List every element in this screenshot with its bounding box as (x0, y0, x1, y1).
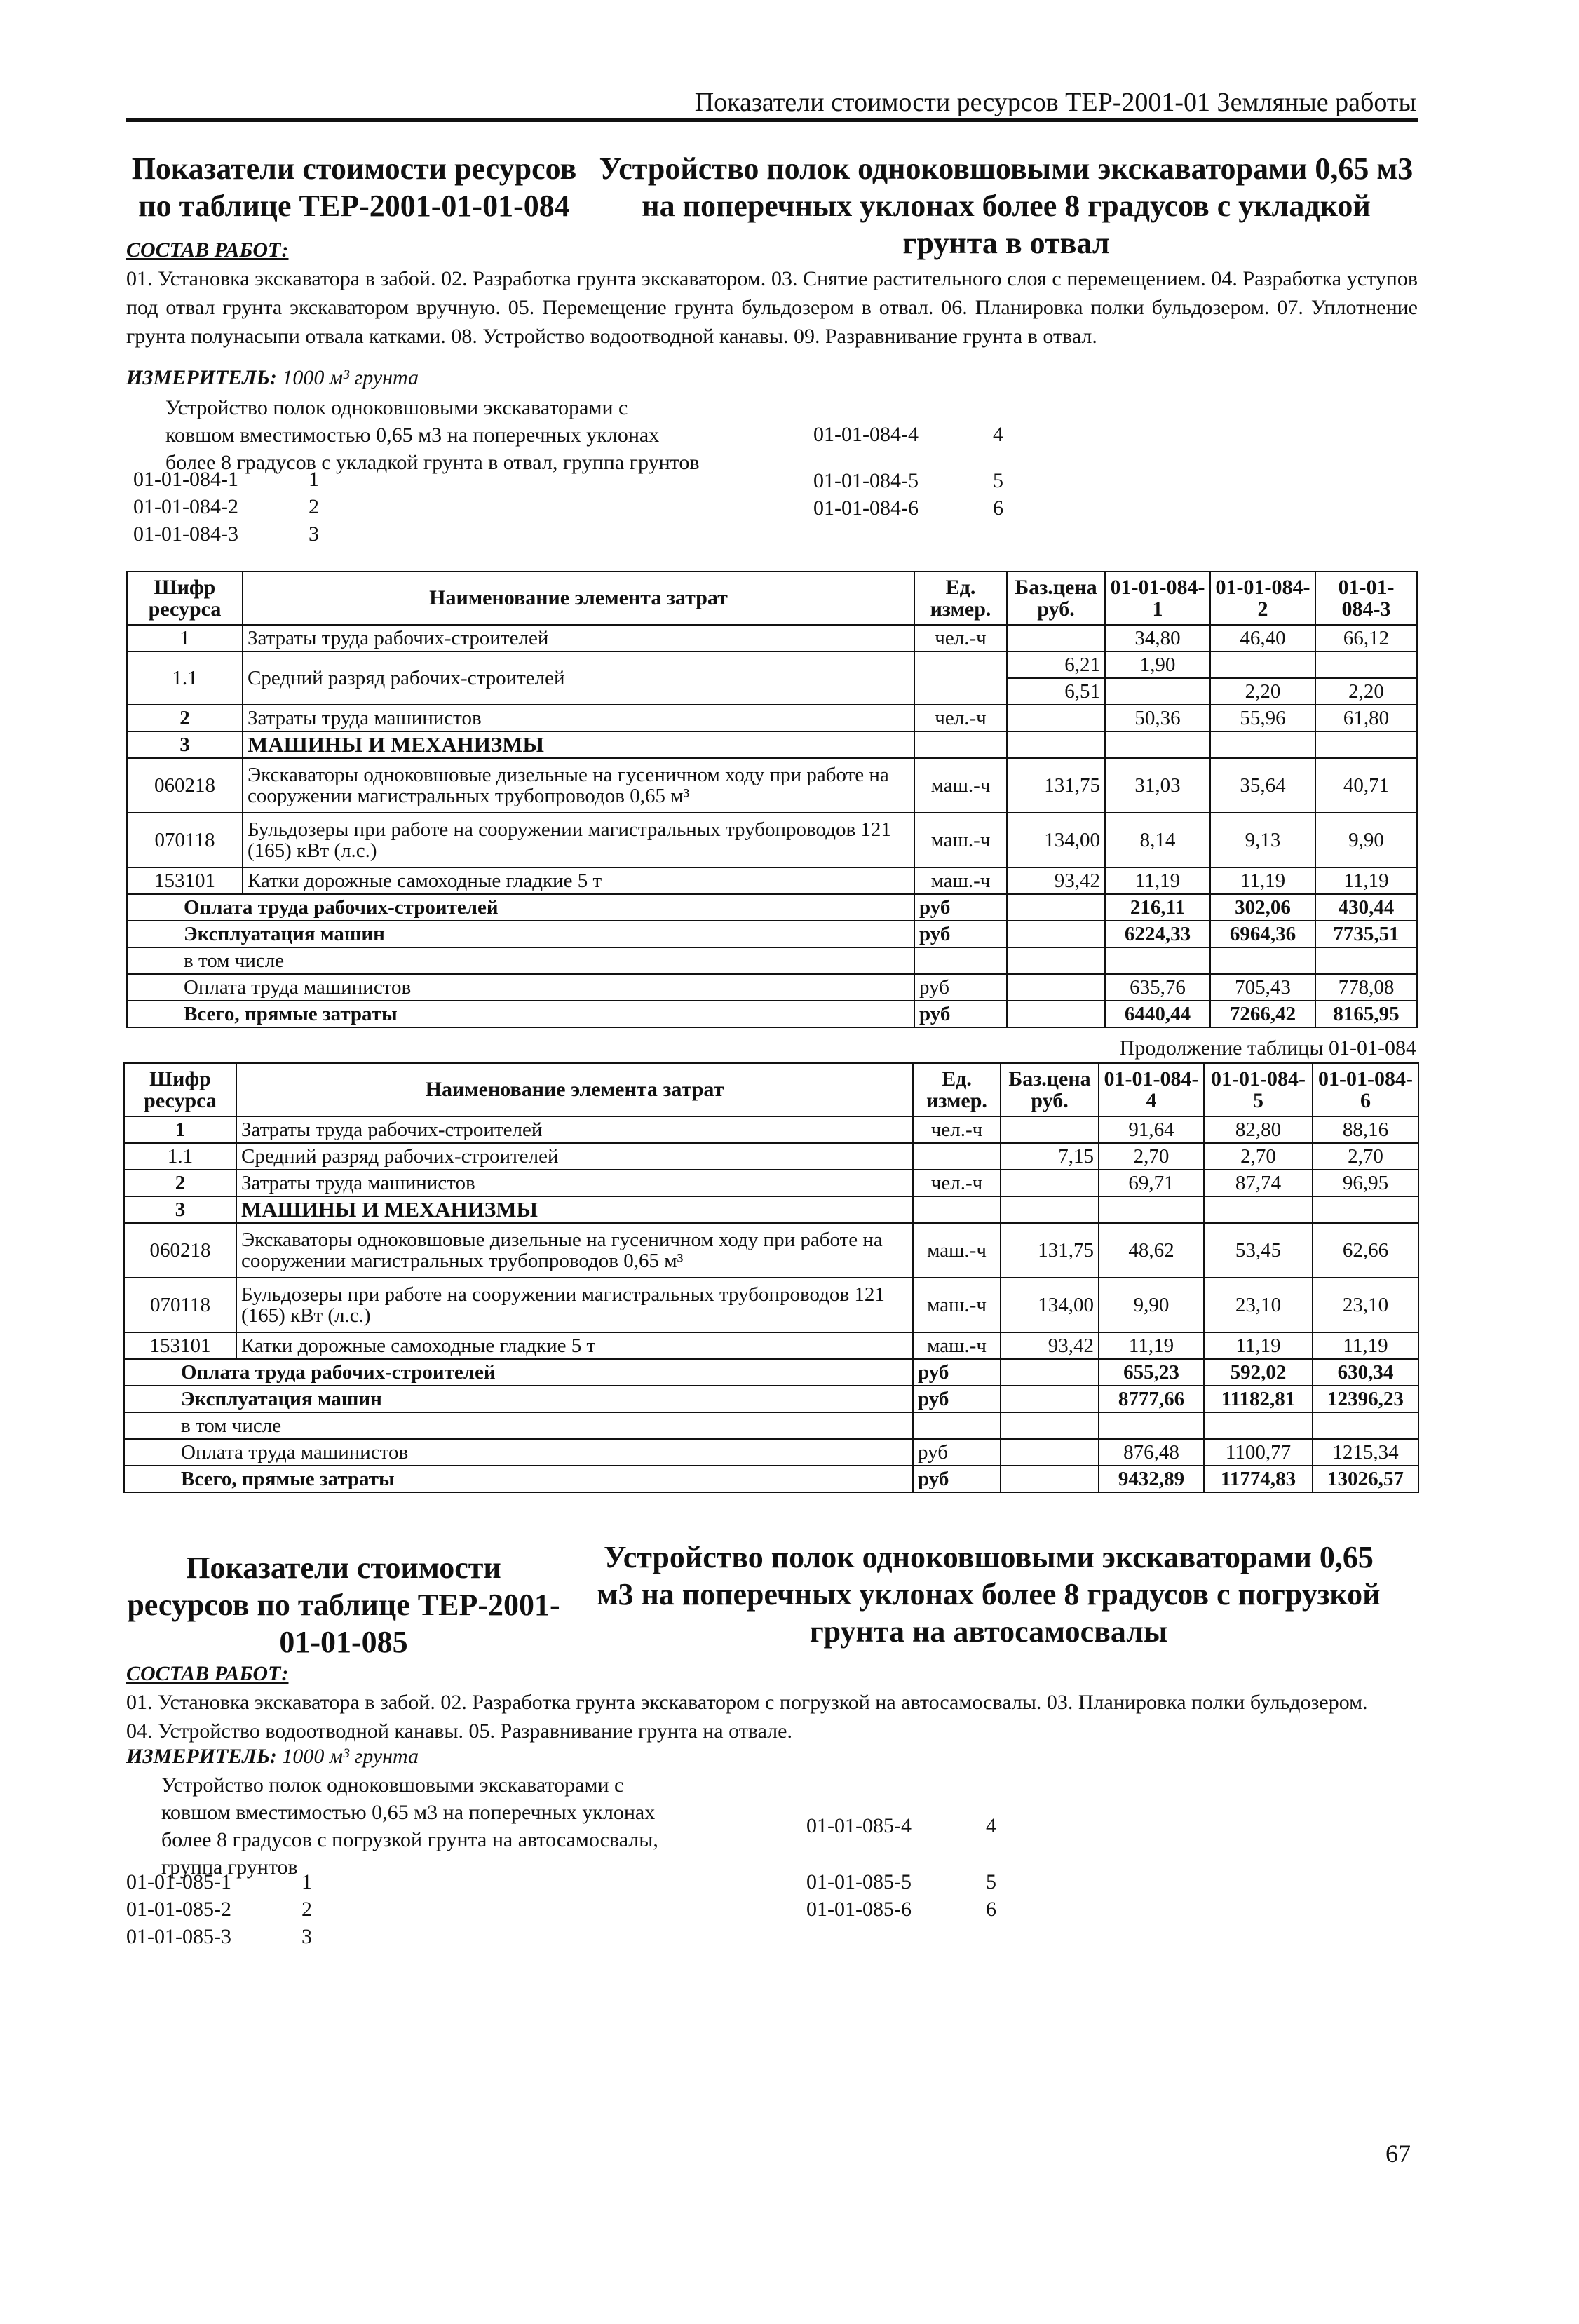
cell (1007, 705, 1105, 731)
th-col: 01-01-084-1 (1105, 572, 1210, 625)
cell: 216,11 (1105, 894, 1210, 921)
code-num: 2 (309, 495, 319, 518)
cell: 070118 (127, 813, 243, 867)
cell: руб (914, 894, 1007, 921)
cell: маш.-ч (913, 1223, 1001, 1278)
cell: 2 (124, 1170, 236, 1196)
cell: 060218 (124, 1223, 236, 1278)
cell: Оплата труда рабочих-строителей (124, 1359, 913, 1386)
cell: 592,02 (1204, 1359, 1313, 1386)
cell: 50,36 (1105, 705, 1210, 731)
cell: 1 (127, 625, 243, 651)
table-row (127, 651, 1417, 678)
th-col: 01-01-084-6 (1313, 1063, 1418, 1116)
cell: 11774,83 (1204, 1466, 1313, 1492)
code: 01-01-084-6 (813, 496, 919, 520)
code-num: 2 (301, 1898, 312, 1921)
cost-table-084-4-6 (123, 1062, 1419, 1493)
table-row (124, 1143, 1418, 1170)
cell: 2,70 (1204, 1143, 1313, 1170)
code: 01-01-084-2 (133, 495, 238, 518)
cell: 40,71 (1315, 758, 1417, 813)
cell: 9,90 (1099, 1278, 1204, 1332)
cell: 1,90 (1105, 651, 1210, 678)
cell: 48,62 (1099, 1223, 1204, 1278)
code: 01-01-085-4 (806, 1814, 912, 1837)
cell: Эксплуатация машин (124, 1386, 913, 1412)
cell (1315, 651, 1417, 678)
code-num: 5 (993, 469, 1003, 492)
cell: 96,95 (1313, 1170, 1418, 1196)
cell: 35,64 (1210, 758, 1315, 813)
table-row (124, 1116, 1418, 1143)
cell: Эксплуатация машин (127, 921, 914, 947)
cell: Оплата труда машинистов (124, 1439, 913, 1466)
cell: 3 (127, 731, 243, 758)
cell: чел.-ч (913, 1116, 1001, 1143)
cell: 778,08 (1315, 974, 1417, 1001)
cell: 82,80 (1204, 1116, 1313, 1143)
cell: 070118 (124, 1278, 236, 1332)
measure-value: 1000 м³ грунта (282, 1745, 419, 1768)
section2-left-title: Показатели стоимости ресурсов по таблице ТЕР-2001-01-01-085 (127, 1551, 560, 1659)
cell: маш.-ч (913, 1332, 1001, 1359)
cell: руб (914, 974, 1007, 1001)
code-num: 1 (301, 1870, 312, 1893)
cell (1210, 651, 1315, 678)
descr-line: Устройство полок одноковшовыми экскаваторами с (161, 1774, 624, 1797)
cell: Экскаваторы одноковшовые дизельные на гусеничном ходу при работе на сооружении магистральных трубопроводов 0,65 м³ (243, 758, 914, 813)
code-num: 3 (309, 522, 319, 546)
cell: 2,20 (1315, 678, 1417, 705)
cell: 34,80 (1105, 625, 1210, 651)
th-name: Наименование элемента затрат (243, 572, 914, 625)
cell: 87,74 (1204, 1170, 1313, 1196)
section1-codes-left (133, 466, 319, 548)
cell: 302,06 (1210, 894, 1315, 921)
table-row (124, 1359, 1418, 1386)
cell: 131,75 (1001, 1223, 1099, 1278)
th-code: Шифр ресурса (124, 1063, 236, 1116)
cell: Затраты труда рабочих-строителей (236, 1116, 913, 1143)
th-price: Баз.цена руб. (1001, 1063, 1099, 1116)
cell: 1100,77 (1204, 1439, 1313, 1466)
cell: 8,14 (1105, 813, 1210, 867)
cell: 8777,66 (1099, 1386, 1204, 1412)
cell: 9,90 (1315, 813, 1417, 867)
cell: 23,10 (1204, 1278, 1313, 1332)
cell: 6,21 (1007, 651, 1105, 678)
cell: 2,70 (1313, 1143, 1418, 1170)
cell: 11,19 (1105, 867, 1210, 894)
measure-label: ИЗМЕРИТЕЛЬ: (126, 1745, 277, 1768)
section1-works-text: 01. Установка экскаватора в забой. 02. Разработка грунта экскаватором. 03. Снятие растительного слоя с перемещением. 04. Разработка уступов под отвал грунта экскаватором вручную. 05. Перемещение грунта бульдозером в отвал. 06. Планировка полки бульдозером. 07. Уплотнение грунта полунасыпи отвала катками. 08. Устройство водоотводной канавы. 09. Разравнивание грунта в отвал. (126, 267, 1418, 348)
cell (914, 651, 1007, 705)
code: 01-01-085-1 (126, 1870, 231, 1893)
descr-line: ковшом вместимостью 0,65 м3 на поперечных уклонах (165, 424, 660, 447)
table-row (124, 1332, 1418, 1359)
cell: 430,44 (1315, 894, 1417, 921)
th-col: 01-01-084-3 (1315, 572, 1417, 625)
section1-description (165, 394, 700, 476)
cell: 46,40 (1210, 625, 1315, 651)
cell: руб (914, 921, 1007, 947)
code-num: 6 (993, 496, 1003, 520)
cell: 6440,44 (1105, 1001, 1210, 1027)
cell: чел.-ч (914, 705, 1007, 731)
cell: 131,75 (1007, 758, 1105, 813)
cell: 9,13 (1210, 813, 1315, 867)
cell: чел.-ч (914, 625, 1007, 651)
table-row (124, 1386, 1418, 1412)
table-row (127, 921, 1417, 947)
cell: 62,66 (1313, 1223, 1418, 1278)
table-row (127, 947, 1417, 974)
cell: 93,42 (1007, 867, 1105, 894)
cell: руб (913, 1439, 1001, 1466)
th-code: Шифр ресурса (127, 572, 243, 625)
cell: руб (913, 1466, 1001, 1492)
descr-line: Устройство полок одноковшовыми экскаваторами с (165, 396, 628, 419)
cell: руб (913, 1386, 1001, 1412)
cell: 53,45 (1204, 1223, 1313, 1278)
section1-left-title: Показатели стоимости ресурсов по таблице ТЕР-2001-01-01-084 (131, 151, 577, 223)
cell: Всего, прямые затраты (124, 1466, 913, 1492)
cell: 6,51 (1007, 678, 1105, 705)
cell: 11,19 (1315, 867, 1417, 894)
cell: 1 (124, 1116, 236, 1143)
descr-line: более 8 градусов с укладкой грунта в отвал, группа грунтов (165, 451, 700, 474)
cell: МАШИНЫ И МЕХАНИЗМЫ (236, 1196, 913, 1223)
cell: 8165,95 (1315, 1001, 1417, 1027)
section1-right-title: Устройство полок одноковшовыми экскаваторами 0,65 м3 на поперечных уклонах более 8 градусов с укладкой грунта в отвал (599, 151, 1414, 260)
table-row (127, 974, 1417, 1001)
table-row (124, 1466, 1418, 1492)
cell: Оплата труда рабочих-строителей (127, 894, 914, 921)
th-price: Баз.цена руб. (1007, 572, 1105, 625)
section1-measure (126, 366, 419, 390)
cell: 060218 (127, 758, 243, 813)
cell: 3 (124, 1196, 236, 1223)
cell: 7,15 (1001, 1143, 1099, 1170)
table-row (124, 1439, 1418, 1466)
code: 01-01-084-5 (813, 469, 919, 492)
cell: 630,34 (1313, 1359, 1418, 1386)
cell (1007, 625, 1105, 651)
cell: Средний разряд рабочих-строителей (243, 651, 914, 705)
cell: 61,80 (1315, 705, 1417, 731)
th-unit: Ед. измер. (914, 572, 1007, 625)
cell: МАШИНЫ И МЕХАНИЗМЫ (243, 731, 914, 758)
section2-works-label: СОСТАВ РАБОТ: (126, 1662, 289, 1685)
cell: Бульдозеры при работе на сооружении магистральных трубопроводов 121 (165) кВт (л.с.) (243, 813, 914, 867)
cell: Затраты труда рабочих-строителей (243, 625, 914, 651)
section2-right-title: Устройство полок одноковшовыми экскаваторами 0,65 м3 на поперечных уклонах более 8 градусов с погрузкой грунта на автосамосвалы (597, 1540, 1381, 1649)
cell: 134,00 (1001, 1278, 1099, 1332)
cell: 7735,51 (1315, 921, 1417, 947)
th-name: Наименование элемента затрат (236, 1063, 913, 1116)
cell: 1.1 (127, 651, 243, 705)
cost-table-084-1-3 (126, 571, 1418, 1028)
cell: 13026,57 (1313, 1466, 1418, 1492)
running-header: Показатели стоимости ресурсов ТЕР-2001-01 Земляные работы (694, 88, 1416, 117)
code-num: 1 (309, 468, 319, 491)
table-row (127, 705, 1417, 731)
cell: 153101 (127, 867, 243, 894)
cell: 31,03 (1105, 758, 1210, 813)
cell: 1.1 (124, 1143, 236, 1170)
code-num: 4 (986, 1814, 996, 1837)
cell: Экскаваторы одноковшовые дизельные на гусеничном ходу при работе на сооружении магистральных трубопроводов 0,65 м³ (236, 1223, 913, 1278)
cell: 7266,42 (1210, 1001, 1315, 1027)
table-row (124, 1170, 1418, 1196)
cell: руб (913, 1359, 1001, 1386)
cell: Бульдозеры при работе на сооружении магистральных трубопроводов 121 (165) кВт (л.с.) (236, 1278, 913, 1332)
code: 01-01-085-3 (126, 1925, 231, 1948)
code-num: 4 (993, 423, 1003, 446)
continuation-label: Продолжение таблицы 01-01-084 (1119, 1036, 1416, 1060)
cell: 1215,34 (1313, 1439, 1418, 1466)
table-row (127, 1001, 1417, 1027)
cell: 88,16 (1313, 1116, 1418, 1143)
cell: маш.-ч (913, 1278, 1001, 1332)
code-num: 6 (986, 1898, 996, 1921)
cell: в том числе (127, 947, 914, 974)
section2-codes-right (806, 1812, 1017, 1923)
cell: 655,23 (1099, 1359, 1204, 1386)
cell: 876,48 (1099, 1439, 1204, 1466)
cell: 11,19 (1313, 1332, 1418, 1359)
table-row (127, 867, 1417, 894)
cell: 12396,23 (1313, 1386, 1418, 1412)
cell: 11,19 (1210, 867, 1315, 894)
page-number: 67 (1385, 2140, 1411, 2168)
cell: 2,20 (1210, 678, 1315, 705)
descr-line: ковшом вместимостью 0,65 м3 на поперечных уклонах (161, 1801, 656, 1824)
cell: чел.-ч (913, 1170, 1001, 1196)
cell: маш.-ч (914, 813, 1007, 867)
measure-label: ИЗМЕРИТЕЛЬ: (126, 366, 277, 389)
descr-line: группа грунтов (161, 1856, 298, 1879)
table-row (127, 758, 1417, 813)
header-rule (126, 118, 1418, 122)
cell: маш.-ч (914, 867, 1007, 894)
cell: 23,10 (1313, 1278, 1418, 1332)
th-unit: Ед. измер. (913, 1063, 1001, 1116)
section1-codes-right (813, 421, 1024, 522)
cell: 66,12 (1315, 625, 1417, 651)
section1-works-label: СОСТАВ РАБОТ: (126, 238, 289, 262)
code: 01-01-084-1 (133, 468, 238, 491)
cell: 635,76 (1105, 974, 1210, 1001)
cell: 9432,89 (1099, 1466, 1204, 1492)
cell: Всего, прямые затраты (127, 1001, 914, 1027)
cell: 11,19 (1204, 1332, 1313, 1359)
code: 01-01-085-2 (126, 1898, 231, 1921)
cell: 6964,36 (1210, 921, 1315, 947)
cell: 93,42 (1001, 1332, 1099, 1359)
table-row (124, 1196, 1418, 1223)
descr-line: более 8 градусов с погрузкой грунта на автосамосвалы, (161, 1828, 658, 1851)
cell: Катки дорожные самоходные гладкие 5 т (243, 867, 914, 894)
code-num: 5 (986, 1870, 996, 1893)
cell: 2 (127, 705, 243, 731)
code: 01-01-084-4 (813, 423, 919, 446)
cell: Затраты труда машинистов (236, 1170, 913, 1196)
cell: 2,70 (1099, 1143, 1204, 1170)
cell: 11,19 (1099, 1332, 1204, 1359)
section2-measure (126, 1745, 419, 1769)
cell: 6224,33 (1105, 921, 1210, 947)
measure-value: 1000 м³ грунта (282, 366, 419, 389)
section2-codes-left (126, 1868, 312, 1950)
table-row (127, 894, 1417, 921)
cell: руб (914, 1001, 1007, 1027)
cell: маш.-ч (914, 758, 1007, 813)
table-row (127, 625, 1417, 651)
code: 01-01-084-3 (133, 522, 238, 546)
section2-description (161, 1771, 658, 1881)
cell: Катки дорожные самоходные гладкие 5 т (236, 1332, 913, 1359)
cell: 705,43 (1210, 974, 1315, 1001)
cell: 11182,81 (1204, 1386, 1313, 1412)
code-num: 3 (301, 1925, 312, 1948)
cell: 55,96 (1210, 705, 1315, 731)
code: 01-01-085-6 (806, 1898, 912, 1921)
table-row (124, 1278, 1418, 1332)
code: 01-01-085-5 (806, 1870, 912, 1893)
cell: в том числе (124, 1412, 913, 1439)
section2-works-text: 01. Установка экскаватора в забой. 02. Разработка грунта экскаватором с погрузкой на автосамосвалы. 03. Планировка полки бульдозером. 04. Устройство водоотводной канавы. 05. Разравнивание грунта на отвале. (126, 1691, 1368, 1743)
cell: 153101 (124, 1332, 236, 1359)
table-row (127, 813, 1417, 867)
cell: Затраты труда машинистов (243, 705, 914, 731)
cell: 91,64 (1099, 1116, 1204, 1143)
th-col: 01-01-084-4 (1099, 1063, 1204, 1116)
cell: 134,00 (1007, 813, 1105, 867)
cell (1105, 678, 1210, 705)
th-col: 01-01-084-2 (1210, 572, 1315, 625)
cell: Средний разряд рабочих-строителей (236, 1143, 913, 1170)
table-row (127, 731, 1417, 758)
cell: 69,71 (1099, 1170, 1204, 1196)
cell: Оплата труда машинистов (127, 974, 914, 1001)
th-col: 01-01-084-5 (1204, 1063, 1313, 1116)
table-row (124, 1412, 1418, 1439)
table-row (124, 1223, 1418, 1278)
